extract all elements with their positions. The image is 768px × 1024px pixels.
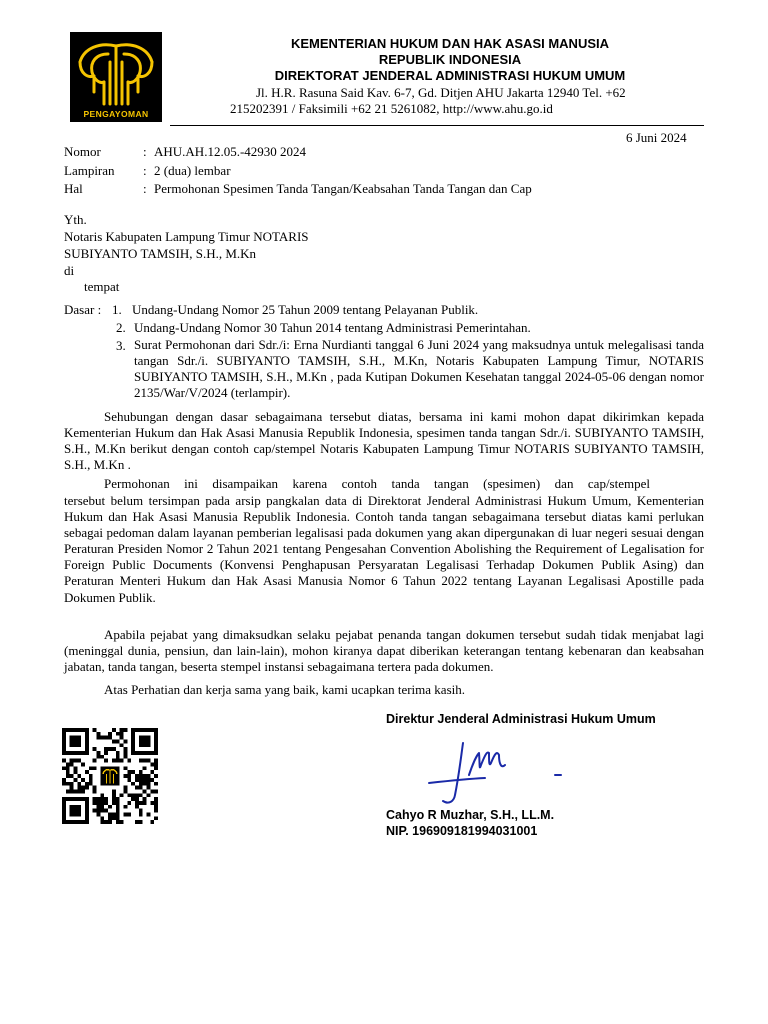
- lampiran-colon: :: [143, 163, 147, 178]
- dasar-item-1-number: 1.: [112, 302, 122, 317]
- logo-caption: PENGAYOMAN: [83, 109, 149, 119]
- body-paragraph-1: Sehubungan dengan dasar sebagaimana tersebut diatas, bersama ini kami mohon dapat dikirimkan kepada Kementerian Hukum dan Hak Asasi Manusia Republik Indonesia, spesimen tanda tangan Sdr./i. SUBIYANTO TAMSIH, S.H., M.Kn berikut dengan contoh cap/stempel Notaris Kabupaten Lampung Timur NOTARIS SUBIYANTO TAMSIH, S.H., M.Kn .: [64, 409, 704, 473]
- hal-label: Hal: [64, 181, 83, 196]
- address-line-1: Jl. H.R. Rasuna Said Kav. 6-7, Gd. Ditjen AHU Jakarta 12940 Tel. +62: [256, 85, 626, 100]
- body-paragraph-2: tersebut belum tersimpan pada arsip pangkalan data di Direktorat Jenderal Administrasi Hukum Umum, Kementerian Hukum dan Hak Asasi Manusia Republik Indonesia. Contoh tanda tangan sebagaimana tersebut diatas kami perlukan sebagai pedoman dalam layanan pemberian legalisasi pada dokumen yang akan dipergunakan di luar negeri sesuai dengan Peraturan Presiden Nomor 2 Tahun 2021 tentang Pengesahan Convention Abolishing the Requirement of Legalisation for Foreign Public Documents (Konvensi Penghapusan Persyaratan Legalisasi Terhadap Dokumen Publik Asing) dan Peraturan Menteri Hukum dan Hak Asasi Manusia Nomor 6 Tahun 2022 tentang Layanan Legalisasi Apostille pada Dokumen Publik.: [64, 493, 704, 605]
- lampiran-value: 2 (dua) lembar: [154, 163, 231, 178]
- ministry-logo: [70, 32, 162, 122]
- hal-colon: :: [143, 181, 147, 196]
- dasar-item-3-number: 3.: [116, 338, 126, 353]
- recipient-tempat: tempat: [84, 279, 120, 294]
- signatory-name: Cahyo R Muzhar, S.H., LL.M.: [386, 808, 555, 822]
- nomor-colon: :: [143, 144, 147, 159]
- nomor-label: Nomor: [64, 144, 101, 159]
- dasar-item-2-number: 2.: [116, 320, 126, 335]
- verification-qr-code: [62, 728, 158, 824]
- dasar-label: Dasar :: [64, 302, 102, 317]
- dasar-item-1-text: Undang-Undang Nomor 25 Tahun 2009 tentang Pelayanan Publik.: [132, 302, 479, 317]
- recipient-di: di: [64, 263, 75, 278]
- body-paragraph-3: Apabila pejabat yang dimaksudkan selaku pejabat penanda tangan dokumen tersebut sudah tidak menjabat lagi (meninggal dunia, pensiun, dan lain-lain), mohon kiranya dapat diberikan keterangan tentang kebenaran dan keabsahan jabatan, tanda tangan, beserta stempel instansi sebagaimana tertera pada dokumen.: [64, 627, 704, 675]
- signatory-title: Direktur Jenderal Administrasi Hukum Umum: [386, 712, 656, 726]
- header-divider: [170, 125, 704, 126]
- dasar-item-3-text: Surat Permohonan dari Sdr./i: Erna Nurdianti tanggal 6 Juni 2024 yang maksudnya untuk melegalisasi tanda tangan Sdr./i. SUBIYANTO TAMSIH, S.H., M.Kn, Notaris Kabupaten Lampung Timur, NOTARIS SUBIYANTO TAMSIH, S.H., M.Kn , pada Kutipan Dokumen Kesehatan tanggal 2024-05-06 dengan nomor 2135/War/V/2024 (terlampir).: [134, 337, 704, 401]
- body-paragraph-2-first-line: Permohonan ini disampaikan karena contoh tanda tangan (spesimen) dan cap/stempel: [104, 476, 650, 491]
- handwritten-signature: [425, 735, 565, 810]
- pengayoman-tree-emblem: [70, 32, 162, 110]
- letter-date: 6 Juni 2024: [626, 130, 687, 145]
- recipient-salutation: Yth.: [64, 212, 87, 227]
- ministry-name: KEMENTERIAN HUKUM DAN HAK ASASI MANUSIA: [290, 36, 610, 51]
- body-paragraph-4: Atas Perhatian dan kerja sama yang baik, kami ucapkan terima kasih.: [104, 682, 465, 697]
- recipient-line-1: Notaris Kabupaten Lampung Timur NOTARIS: [64, 229, 309, 244]
- dasar-item-2-text: Undang-Undang Nomor 30 Tahun 2014 tentang Administrasi Pemerintahan.: [134, 320, 531, 335]
- recipient-line-2: SUBIYANTO TAMSIH, S.H., M.Kn: [64, 246, 257, 261]
- signatory-nip: NIP. 196909181994031001: [386, 824, 538, 838]
- hal-value: Permohonan Spesimen Tanda Tangan/Keabsahan Tanda Tangan dan Cap: [154, 181, 532, 196]
- country-name: REPUBLIK INDONESIA: [378, 52, 522, 67]
- lampiran-label: Lampiran: [64, 163, 115, 178]
- address-line-2: 215202391 / Faksimili +62 21 5261082, http://www.ahu.go.id: [230, 101, 553, 116]
- directorate-name: DIREKTORAT JENDERAL ADMINISTRASI HUKUM UMUM: [274, 68, 626, 83]
- nomor-value: AHU.AH.12.05.-42930 2024: [154, 144, 307, 159]
